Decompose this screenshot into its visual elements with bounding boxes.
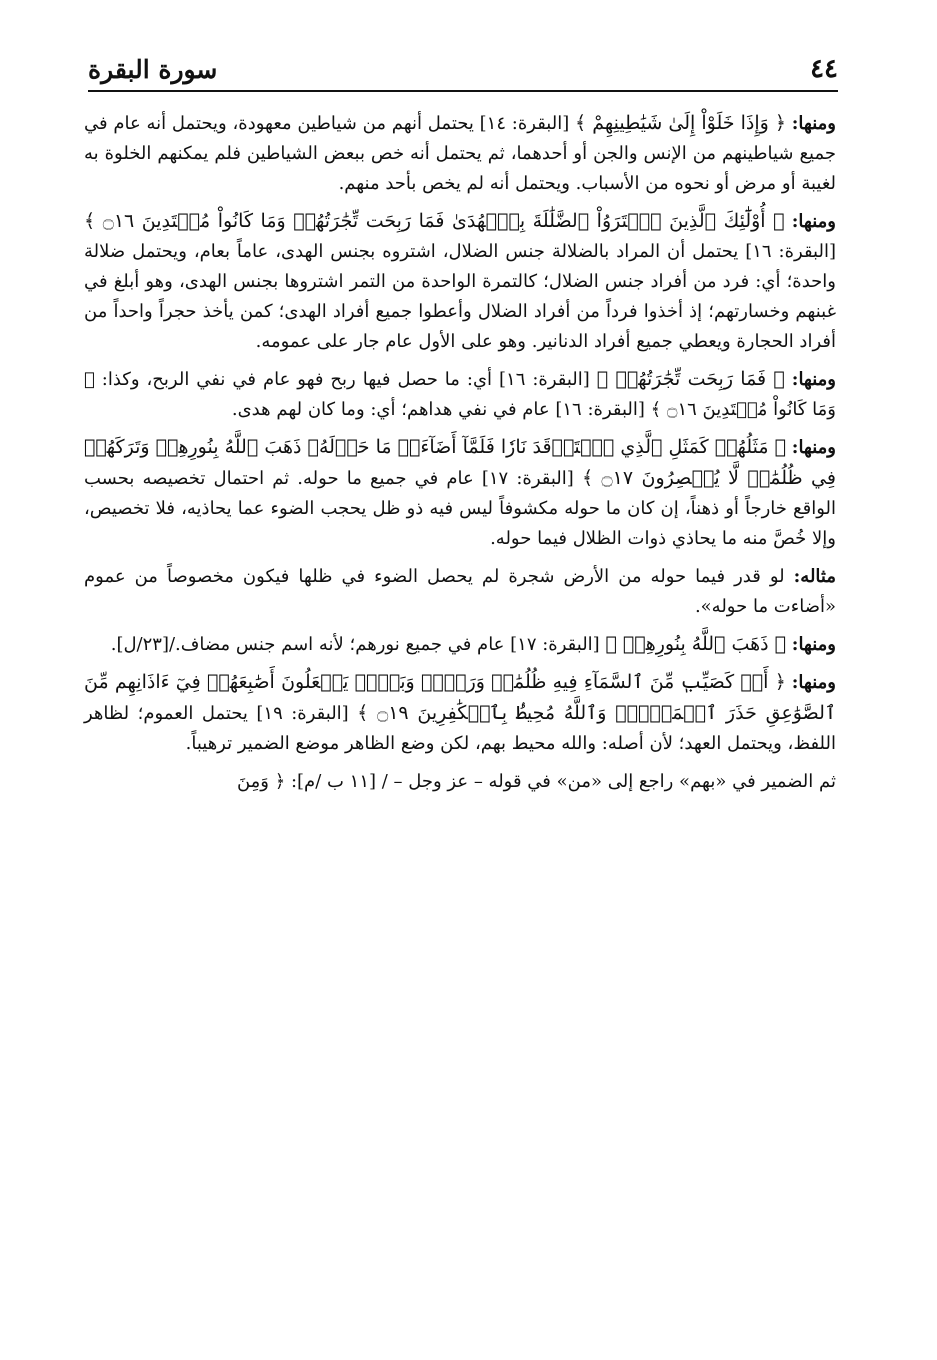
- paragraph: [84, 667, 836, 759]
- paragraph: [84, 629, 836, 660]
- surah-title: سورة البقرة: [88, 55, 218, 84]
- paragraph-label: ومنها:: [791, 369, 836, 390]
- paragraph-text: [البقرة: ١٤] يحتمل أنهم من شياطين معهودة، ويحتمل أنه عام في جميع شياطينهم من الإنس والجن أو أحدهما، ثم يحتمل أنه خص ببعض الشياطين فلم يمكنهم الخلوة به لغيبة أو مرض أو نحوه من الأسباب. ويحتمل أنه لم يخص بأحد منهم.: [84, 113, 836, 194]
- paragraph-label: ومنها:: [791, 113, 836, 134]
- paragraph: [84, 206, 836, 357]
- paragraph-text: ثم الضمير في «بهم» راجع إلى «من» في قوله – عز وجل – / [١١ ب /م]: ﴿ وَمِنَ: [236, 771, 836, 792]
- paragraph: [84, 108, 836, 199]
- paragraph: [84, 766, 836, 797]
- quran-verse: ﴿ أُوْلَٰٓئِكَ ٱلَّذِينَ ٱشۡتَرَوُاْ ٱلضَّلَٰلَةَ بِٱلۡهُدَىٰ فَمَا رَبِحَت تِّجَٰرَتُهُمۡ وَمَا كَانُواْ مُهۡتَدِينَ ۝١٦ ﴾: [84, 210, 785, 232]
- paragraph-text: [البقرة: ١٧] عام في جميع ما حوله. ثم احتمال تخصيصه بحسب الواقع خارجاً أو ذهناً، إن كان ما حوله مكشوفاً ليس فيه ذو ظل يحجب الضوء عما يحاذيه، فلا تخصيص، وإلا خُصَّ منه ما يحاذي ذوات الظلال فيما حوله.: [84, 468, 836, 549]
- paragraph-text: لو قدر فيما حوله من الأرض شجرة لم يحصل الضوء في ظلها فيكون مخصوصاً من عموم «أضاءت ما حوله».: [84, 566, 836, 617]
- paragraph-text: [البقرة: ١٩] يحتمل العموم؛ لظاهر اللفظ، ويحتمل العهد؛ لأن أصله: والله محيط بهم، لكن وضع الظاهر موضع الضمير ترهيباً.: [84, 703, 836, 754]
- paragraph-label: ومنها:: [791, 211, 836, 232]
- page-number: ٤٤: [810, 54, 838, 84]
- quran-verse: ﴿ مَثَلُهُمۡ كَمَثَلِ ٱلَّذِي ٱسۡتَوۡقَدَ نَارٗا فَلَمَّآ أَضَآءَتۡ مَا حَوۡلَهُۥ ذَهَبَ ٱللَّهُ بِنُورِهِمۡ وَتَرَكَهُمۡ فِي ظُلُمَٰتٖ لَّا يُبۡصِرُونَ ۝١٧ ﴾: [84, 436, 836, 489]
- paragraph-text: [البقرة: ١٧] عام في جميع نورهم؛ لأنه اسم جنس مضاف./[٢٣/ل].: [110, 634, 600, 655]
- paragraph: [84, 561, 836, 622]
- paragraph-label: ومنها:: [791, 672, 836, 693]
- quran-verse: ﴿ ذَهَبَ ٱللَّهُ بِنُورِهِمۡ ﴾: [605, 633, 787, 655]
- quran-verse: ﴿ وَإِذَا خَلَوْاْ إِلَىٰ شَيَٰطِينِهِمْ ﴾: [575, 112, 787, 134]
- paragraph: [84, 364, 836, 425]
- quran-verse: ﴿ فَمَا رَبِحَت تِّجَٰرَتُهُمۡ ﴾: [596, 368, 785, 390]
- paragraph-label: ومنها:: [791, 437, 836, 458]
- paragraph-label: مثاله:: [793, 566, 836, 587]
- paragraph-text: [البقرة: ١٦] يحتمل أن المراد بالضلالة جنس الضلال، اشتروه بجنس الهدى، عاماً بعام، ويحتمل ضلالة واحدة؛ أي: فرد من أفراد جنس الضلال؛ كالتمرة الواحدة من التمر اشتروها بجنس الهدى، وهو أبلغ في غبنهم وخسارتهم؛ إذ أخذوا فرداً من أفراد الضلال وأعطوا جميع أفراد الهدى؛ كمن يأخذ حجراً واحداً من أفراد الحجارة ويعطي جميع أفراد الدنانير. وهو على الأول عام جار على عمومه.: [84, 241, 836, 352]
- paragraph-text: [البقرة: ١٦] أي: ما حصل فيها ربح فهو عام في نفي الربح، وكذا: ﴿ وَمَا كَانُواْ مُهۡتَدِينَ ۝١٦ ﴾ [البقرة: ١٦] عام في نفي هداهم؛ أي: وما كان لهم هدى.: [84, 369, 836, 420]
- page-body: [84, 108, 836, 804]
- quran-verse: ﴿ أَوۡ كَصَيِّبٖ مِّنَ ٱلسَّمَآءِ فِيهِ ظُلُمَٰتٞ وَرَعۡدٞ وَبَرۡقٞ يَجۡعَلُونَ أَصَٰبِعَهُمۡ فِيٓ ءَاذَانِهِم مِّنَ ٱلصَّوَٰعِقِ حَذَرَ ٱلۡمَوۡتِۚ وَٱللَّهُ مُحِيطُۢ بِٱلۡكَٰفِرِينَ ۝١٩ ﴾: [84, 671, 836, 724]
- page-header: [88, 40, 838, 92]
- paragraph: [84, 432, 836, 554]
- paragraph-label: ومنها:: [791, 634, 836, 655]
